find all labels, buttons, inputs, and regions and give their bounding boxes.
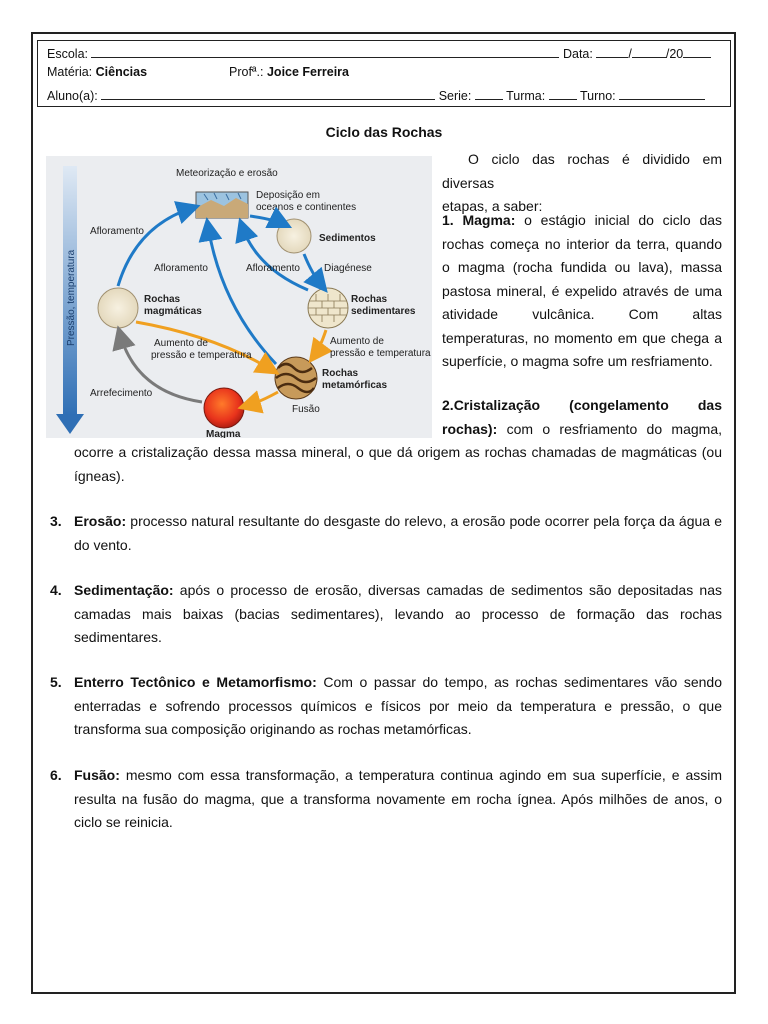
item-5-text: Com o passar do tempo, as rochas sedimentares vão sendo enterradas e sofrendo processos químicos e físicos por meio da temperatura e pressão, o que transforma sua composição originando as rochas metamórficas. (74, 674, 723, 737)
aumento-left-label-2: pressão e temperatura (151, 350, 252, 361)
deposicao-label-2: oceanos e continentes (256, 202, 357, 213)
prof-label: Profª.: (229, 65, 264, 79)
rochas-magmaticas-label-2: magmáticas (144, 306, 202, 317)
header-row-materia (47, 65, 147, 79)
rochas-sedimentares-icon (308, 288, 348, 328)
item-3-text: processo natural resultante do desgaste do relevo, a erosão pode ocorrer pela força da água e do vento. (74, 513, 723, 553)
item-3-number: 3. (50, 513, 62, 529)
header-row-escola (47, 45, 711, 61)
serie-label: Serie: (438, 89, 472, 103)
aumento-left-label-1: Aumento de (154, 338, 208, 349)
rochas-sedimentares-label-2: sedimentares (351, 306, 416, 317)
item-5 (50, 671, 722, 742)
sedimentos-label: Sedimentos (319, 233, 376, 244)
turno-field[interactable] (619, 87, 705, 100)
fusao-label: Fusão (292, 404, 320, 415)
turma-label: Turma: (506, 89, 546, 103)
item-1-line-1 (442, 209, 722, 233)
item-1-text: o estágio inicial do ciclo das (524, 212, 723, 228)
item-5-number: 5. (50, 674, 62, 690)
item-3 (50, 510, 722, 557)
aumento-right-label-1: Aumento de (330, 336, 384, 347)
rochas-metamorficas-label-2: metamórficas (322, 380, 388, 391)
date-day-field[interactable] (596, 45, 628, 58)
date-separator: / (665, 47, 670, 61)
header-form (37, 40, 731, 107)
item-2-line-4: ígneas). (74, 467, 125, 484)
arrow-fusao (246, 392, 278, 406)
rochas-sedimentares-label-1: Rochas (351, 294, 388, 305)
item-3-heading: Erosão: (74, 513, 127, 529)
item-2-tail (74, 441, 722, 488)
arrefecimento-label: Arrefecimento (90, 388, 153, 399)
rochas-magmaticas-icon (98, 288, 138, 328)
header-row-prof (229, 65, 349, 79)
item-1-number: 1. (442, 212, 454, 228)
item-4 (50, 579, 722, 650)
item-6-number: 6. (50, 767, 62, 783)
item-2-number: 2. (442, 397, 454, 413)
aumento-right-label-2: pressão e temperatura (330, 348, 431, 359)
item-2-text-2: com o resfriamento do magma, (506, 420, 723, 437)
escola-field[interactable] (91, 45, 559, 58)
date-separator: / (628, 47, 632, 61)
intro-line-2: etapas, a saber: (442, 198, 543, 214)
arrow-deposicao (250, 216, 284, 224)
item-2-line-3: ocorre a cristalização dessa massa mineral, o que dá origem as rochas chamadas de magmáticas (ou (74, 444, 722, 460)
diagenese-label: Diagénese (324, 263, 372, 274)
rochas-metamorficas-icon (275, 357, 317, 399)
rochas-metamorficas-label-1: Rochas (322, 368, 359, 379)
deposicao-label-1: Deposição em (256, 190, 320, 201)
item-2-head (442, 394, 722, 441)
intro-paragraph (442, 148, 722, 219)
item-1-line-2: rochas começa no interior da terra, quando (442, 235, 722, 252)
afloramento-mid-label: Afloramento (154, 263, 208, 274)
magma-icon (204, 388, 244, 428)
rock-cycle-diagram (46, 156, 432, 438)
item-2-heading-2: rochas): (442, 420, 498, 437)
item-1-heading: Magma: (462, 212, 516, 228)
date-year-field[interactable] (683, 45, 711, 58)
item-2-line-1 (442, 394, 722, 418)
magma-label: Magma (206, 429, 241, 438)
header-row-aluno (47, 87, 705, 103)
item-1-line-7: superfície, o magma sofre um resfriamento. (442, 353, 713, 369)
item-6-heading: Fusão: (74, 767, 120, 783)
prof-value: Joice Ferreira (266, 65, 349, 79)
item-1-line-3: o magma (rocha fundida ou lava), massa (442, 259, 722, 275)
page-title: Ciclo das Rochas (325, 124, 443, 140)
arrow-diagenese (304, 254, 322, 286)
materia-label: Matéria: (47, 65, 93, 79)
arrow-aumento-right (314, 330, 326, 356)
pressure-temperature-axis (56, 166, 84, 434)
date-month-field[interactable] (632, 45, 666, 58)
rock-cycle-svg (46, 156, 432, 438)
escola-label: Escola: (47, 47, 88, 61)
item-6-text: mesmo com essa transformação, a temperatura continua agindo em sua superfície, e assim resulta na fusão do magma, que a transforma novamente em rocha ígnea. Após milhões de anos, o ciclo se reinicia. (74, 767, 723, 830)
turno-label: Turno: (579, 89, 616, 103)
axis-label: Pressão, temperatura (66, 249, 77, 346)
turma-field[interactable] (549, 87, 577, 100)
aluno-field[interactable] (101, 87, 435, 100)
rochas-magmaticas-label-1: Rochas (144, 294, 181, 305)
item-1-line-6: temperaturas, no momento em que chega a (442, 329, 722, 346)
item-4-heading: Sedimentação: (74, 582, 174, 598)
afloramento-left-label: Afloramento (90, 226, 144, 237)
materia-value: Ciências (95, 65, 148, 79)
meteorizacao-label: Meteorização e erosão (176, 168, 278, 179)
item-1-line-5: atividade vulcânica. Com altas (442, 306, 722, 322)
data-label: Data: (562, 47, 593, 61)
item-6 (50, 764, 722, 835)
intro-line-1: O ciclo das rochas é dividido em diversas (442, 151, 722, 191)
date-year-prefix: 20 (669, 47, 684, 61)
serie-field[interactable] (475, 87, 503, 100)
item-1-line-4: pastosa mineral, é expelido através de uma (442, 282, 722, 299)
afloramento-right-label: Afloramento (246, 263, 300, 274)
item-4-number: 4. (50, 582, 62, 598)
item-4-text: após o processo de erosão, diversas camadas de sedimentos são depositadas nas camadas mais baixas (bacias sedimentares), levando ao processo de formação das rochas sedimentares. (74, 582, 722, 645)
weathering-icon (196, 192, 248, 218)
arrow-afloramento-left (118, 208, 192, 286)
aluno-label: Aluno(a): (47, 89, 98, 103)
item-2-line-2 (442, 418, 722, 442)
item-1 (442, 209, 722, 374)
item-2-heading-1: Cristalização (congelamento das (453, 397, 722, 413)
item-5-heading: Enterro Tectônico e Metamorfismo: (74, 674, 317, 690)
